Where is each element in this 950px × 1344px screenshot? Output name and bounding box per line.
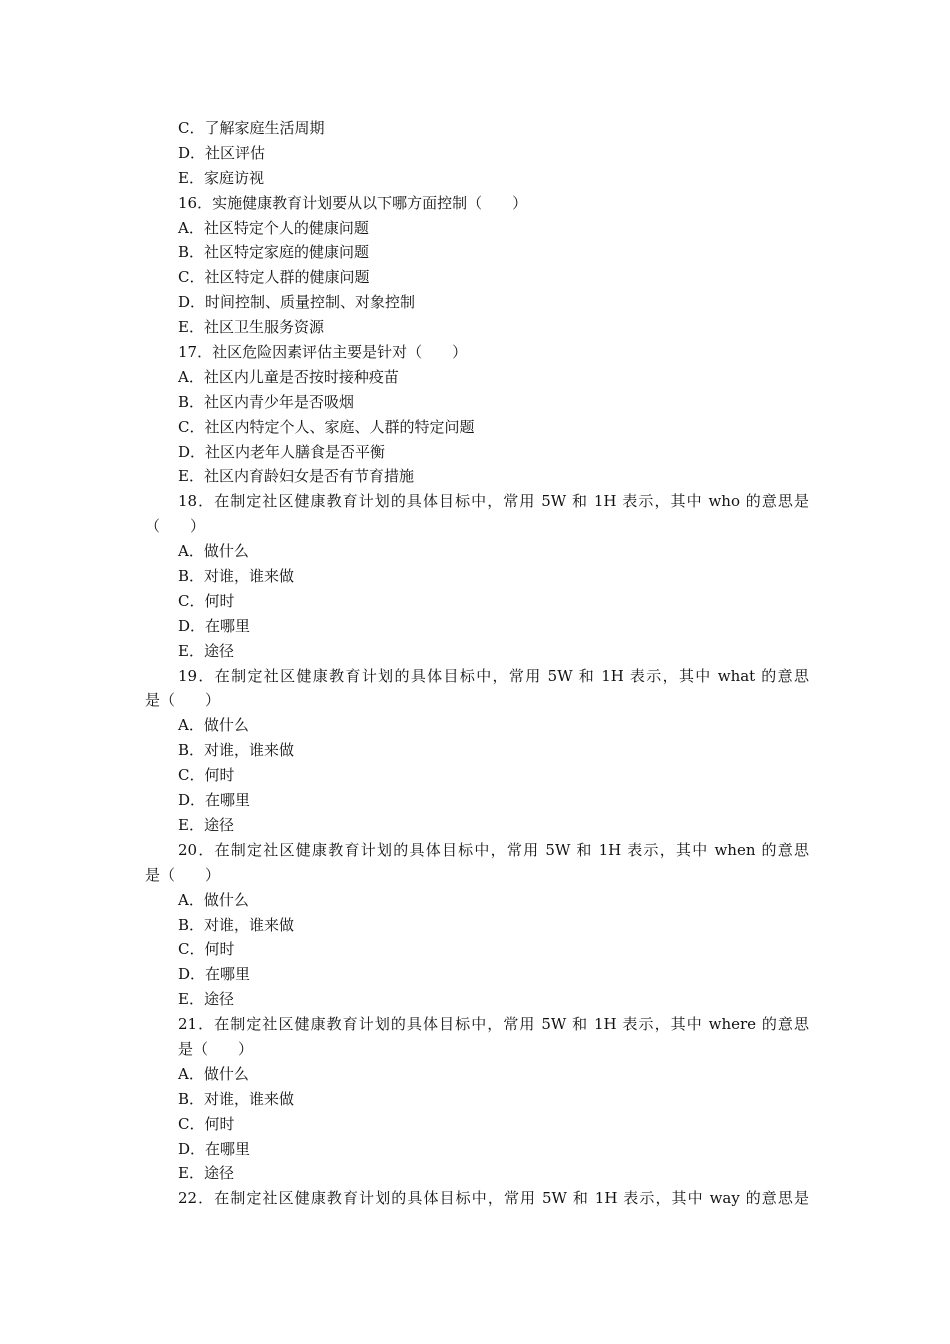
answer-option: E．途径	[178, 641, 234, 660]
question-continuation: 是（ ）	[178, 1039, 254, 1058]
answer-option: E．社区卫生服务资源	[178, 318, 324, 337]
answer-option: A．做什么	[178, 1064, 249, 1083]
answer-option: B．社区特定家庭的健康问题	[178, 243, 370, 262]
question-text: 21．在制定社区健康教育计划的具体目标中，常用 5W 和 1H 表示，其中 where 的意思	[178, 1015, 809, 1034]
question-text: 19．在制定社区健康教育计划的具体目标中，常用 5W 和 1H 表示，其中 what 的意思	[178, 666, 809, 685]
question-text: 17．社区危险因素评估主要是针对（ ）	[178, 343, 468, 362]
answer-option: A．做什么	[178, 890, 249, 909]
answer-option: E．家庭访视	[178, 168, 264, 187]
answer-option: D．在哪里	[178, 1139, 251, 1158]
answer-option: A．社区内儿童是否按时接种疫苗	[178, 367, 399, 386]
question-text: 20．在制定社区健康教育计划的具体目标中，常用 5W 和 1H 表示，其中 when 的意思	[178, 840, 809, 859]
answer-option: A．做什么	[178, 542, 249, 561]
question-text: 16．实施健康教育计划要从以下哪方面控制（ ）	[178, 193, 528, 212]
answer-option: E．社区内育龄妇女是否有节育措施	[178, 467, 414, 486]
answer-option: C．社区内特定个人、家庭、人群的特定问题	[178, 417, 475, 436]
answer-option: E．途径	[178, 990, 234, 1009]
answer-option: D．社区内老年人膳食是否平衡	[178, 442, 386, 461]
answer-option: B．对谁，谁来做	[178, 741, 295, 760]
answer-option: E．途径	[178, 1164, 234, 1183]
answer-option: C．了解家庭生活周期	[178, 119, 325, 137]
answer-option: D．在哪里	[178, 791, 251, 810]
answer-option: C．社区特定人群的健康问题	[178, 268, 370, 287]
answer-option: A．做什么	[178, 716, 249, 735]
answer-option: D．在哪里	[178, 616, 251, 635]
answer-option: C．何时	[178, 591, 235, 610]
answer-option: C．何时	[178, 940, 235, 959]
question-list	[145, 116, 809, 1211]
question-continuation: 是（ ）	[145, 865, 221, 884]
question-continuation: （ ）	[145, 517, 206, 536]
question-text: 18．在制定社区健康教育计划的具体目标中，常用 5W 和 1H 表示，其中 who 的意思是	[178, 492, 809, 511]
question-text: 22．在制定社区健康教育计划的具体目标中，常用 5W 和 1H 表示，其中 way 的意思是	[178, 1189, 809, 1208]
answer-option: D．时间控制、质量控制、对象控制	[178, 293, 416, 312]
question-continuation: 是（ ）	[145, 691, 221, 710]
answer-option: C．何时	[178, 1114, 235, 1133]
answer-option: B．对谁，谁来做	[178, 1089, 295, 1108]
answer-option: C．何时	[178, 766, 235, 785]
answer-option: A．社区特定个人的健康问题	[178, 218, 369, 237]
answer-option: D．社区评估	[178, 143, 266, 162]
answer-option: E．途径	[178, 815, 234, 834]
answer-option: B．对谁，谁来做	[178, 567, 295, 586]
answer-option: B．社区内青少年是否吸烟	[178, 392, 355, 411]
answer-option: D．在哪里	[178, 965, 251, 984]
answer-option: B．对谁，谁来做	[178, 915, 295, 934]
